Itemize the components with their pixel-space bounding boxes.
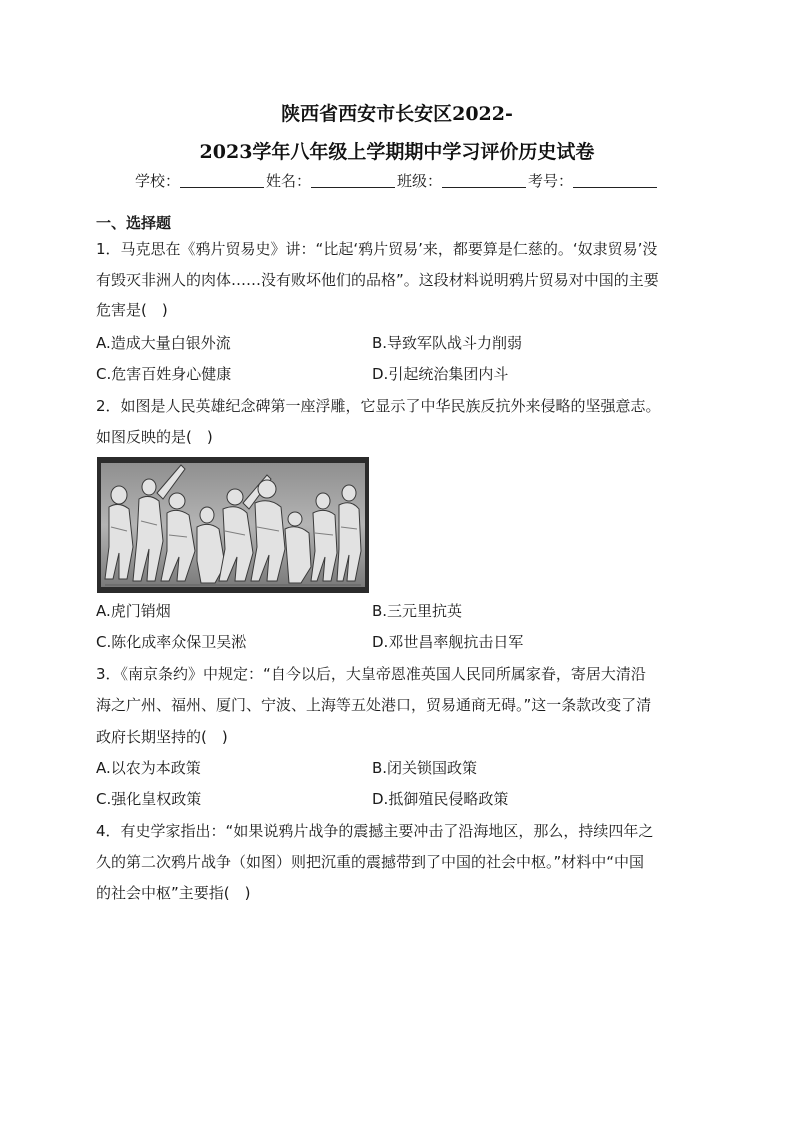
question-2-line-1: 2．如图是人民英雄纪念碑第一座浮雕，它显示了中华民族反抗外来侵略的坚强意志。 — [96, 397, 661, 415]
exam-title-line2: 2023学年八年级上学期期中学习评价历史试卷 — [199, 141, 595, 163]
question-4-line-3: 的社会中枢”主要指( ) — [96, 884, 251, 902]
question-1-option-a[interactable]: A.造成大量白银外流 — [96, 334, 231, 352]
exam-number-blank[interactable] — [573, 173, 657, 188]
question-3-option-a[interactable]: A.以农为本政策 — [96, 759, 201, 777]
question-4-line-2: 久的第二次鸦片战争（如图）则把沉重的震撼带到了中国的社会中枢。”材料中“中国 — [96, 853, 645, 871]
question-1-option-d[interactable]: D.引起统治集团内斗 — [372, 365, 509, 383]
name-label: 姓名： — [265, 172, 311, 190]
question-3-option-d[interactable]: D.抵御殖民侵略政策 — [372, 790, 509, 808]
section-heading: 一、选择题 — [96, 214, 172, 232]
question-3-line-3: 政府长期坚持的( ) — [96, 728, 228, 746]
question-2-option-a[interactable]: A.虎门销烟 — [96, 602, 171, 620]
question-1-line-2: 有毁灭非洲人的肉体……没有败坏他们的品格”。这段材料说明鸦片贸易对中国的主要 — [96, 271, 659, 289]
question-1-option-c[interactable]: C.危害百姓身心健康 — [96, 365, 232, 383]
question-4-line-1: 4．有史学家指出：“如果说鸦片战争的震撼主要冲击了沿海地区，那么，持续四年之 — [96, 822, 654, 840]
class-label: 班级： — [397, 172, 443, 190]
question-1-line-1: 1．马克思在《鸦片贸易史》讲：“比起‘鸦片贸易’来，都要算是仁慈的。‘奴隶贸易’没 — [96, 240, 658, 258]
question-2-line-2: 如图反映的是( ) — [96, 428, 213, 446]
school-label: 学校： — [134, 172, 180, 190]
exam-title-line1: 陕西省西安市长安区2022- — [281, 103, 513, 125]
student-info-row — [0, 171, 794, 191]
question-1-option-b[interactable]: B.导致军队战斗力削弱 — [372, 334, 523, 352]
exam-number-field — [528, 171, 659, 191]
exam-number-label: 考号： — [528, 172, 574, 190]
class-field — [397, 171, 528, 191]
question-3-option-b[interactable]: B.闭关锁国政策 — [372, 759, 478, 777]
question-3-option-c[interactable]: C.强化皇权政策 — [96, 790, 202, 808]
question-3-line-1: 3．《南京条约》中规定：“自今以后，大皇帝恩准英国人民同所属家眷，寄居大清沿 — [96, 665, 646, 683]
relief-sculpture-image — [97, 457, 369, 593]
name-field — [266, 171, 397, 191]
question-1-line-3: 危害是( ) — [96, 301, 168, 319]
question-2-option-c[interactable]: C.陈化成率众保卫吴淞 — [96, 633, 247, 651]
question-2-option-b[interactable]: B.三元里抗英 — [372, 602, 463, 620]
school-blank[interactable] — [180, 173, 264, 188]
question-3-line-2: 海之广州、福州、厦门、宁波、上海等五处港口，贸易通商无碍。”这一条款改变了清 — [96, 696, 652, 714]
relief-sculpture-drawing — [97, 457, 369, 593]
school-field — [135, 171, 266, 191]
name-blank[interactable] — [311, 173, 395, 188]
class-blank[interactable] — [442, 173, 526, 188]
question-2-option-d[interactable]: D.邓世昌率舰抗击日军 — [372, 633, 524, 651]
